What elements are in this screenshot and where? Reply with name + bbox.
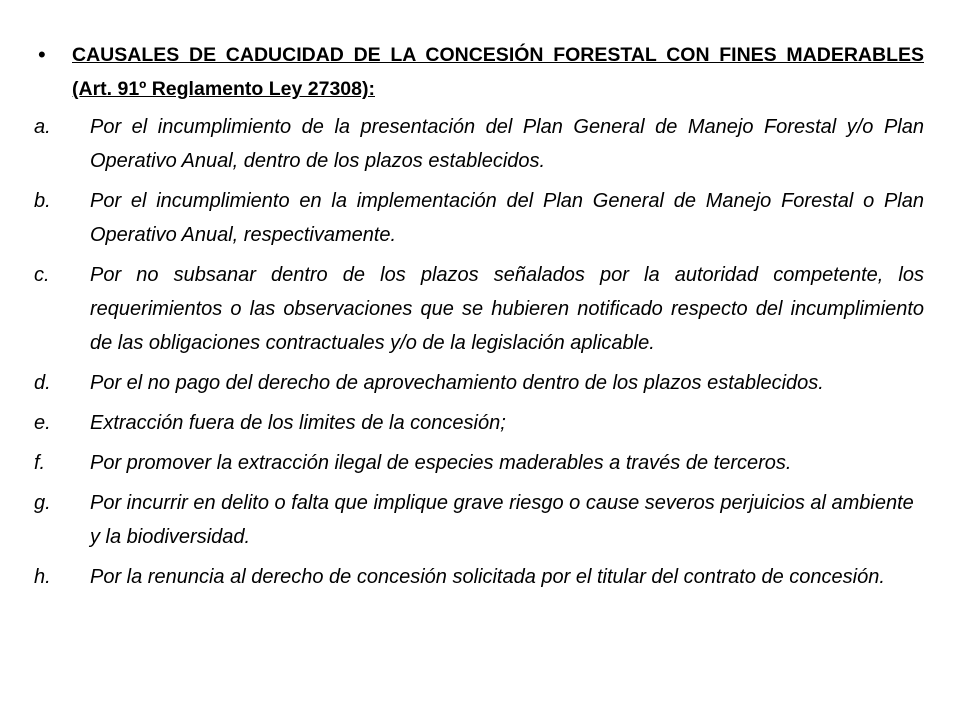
item-text: Por no subsanar dentro de los plazos señalados por la autoridad competente, los requerimientos o las observaciones que se hubieren notificado respecto del incumplimiento de las obligaciones contractuales y/o de la legislación aplicable. (90, 264, 924, 354)
item-marker: a. (34, 116, 51, 138)
item-marker: h. (34, 566, 51, 588)
item-marker: c. (34, 264, 50, 286)
item-text: Por incurrir en delito o falta que implique grave riesgo o cause severos perjuicios al ambiente y la biodiversidad. (90, 492, 914, 548)
item-marker: e. (34, 412, 51, 434)
item-marker: b. (34, 190, 51, 212)
heading-text: CAUSALES DE CADUCIDAD DE LA CONCESIÓN FORESTAL CON FINES MADERABLES (Art. 91º Reglamento Ley 27308): (72, 44, 924, 100)
item-marker: f. (34, 452, 46, 474)
item-text: Por promover la extracción ilegal de especies maderables a través de terceros. (90, 452, 792, 474)
list-item-b (34, 184, 924, 252)
item-text: Por el incumplimiento en la implementación del Plan General de Manejo Forestal o Plan Operativo Anual, respectivamente. (90, 190, 924, 246)
list-item-d (34, 366, 924, 400)
list-item-g (34, 486, 924, 554)
item-marker: g. (34, 492, 51, 514)
list-item-h (34, 560, 924, 594)
item-text: Por la renuncia al derecho de concesión solicitada por el titular del contrato de concesión. (90, 566, 885, 588)
list-item-a (34, 110, 924, 178)
list-item-e (34, 406, 924, 440)
list-item-c (34, 258, 924, 360)
section-heading (38, 38, 924, 106)
item-text: Por el incumplimiento de la presentación del Plan General de Manejo Forestal y/o Plan Operativo Anual, dentro de los plazos establecidos. (90, 116, 924, 172)
list-item-f (34, 446, 924, 480)
item-text: Extracción fuera de los limites de la concesión; (90, 412, 506, 434)
bullet-marker: • (38, 42, 46, 67)
causes-list (34, 110, 924, 600)
item-text: Por el no pago del derecho de aprovechamiento dentro de los plazos establecidos. (90, 372, 824, 394)
item-marker: d. (34, 372, 51, 394)
